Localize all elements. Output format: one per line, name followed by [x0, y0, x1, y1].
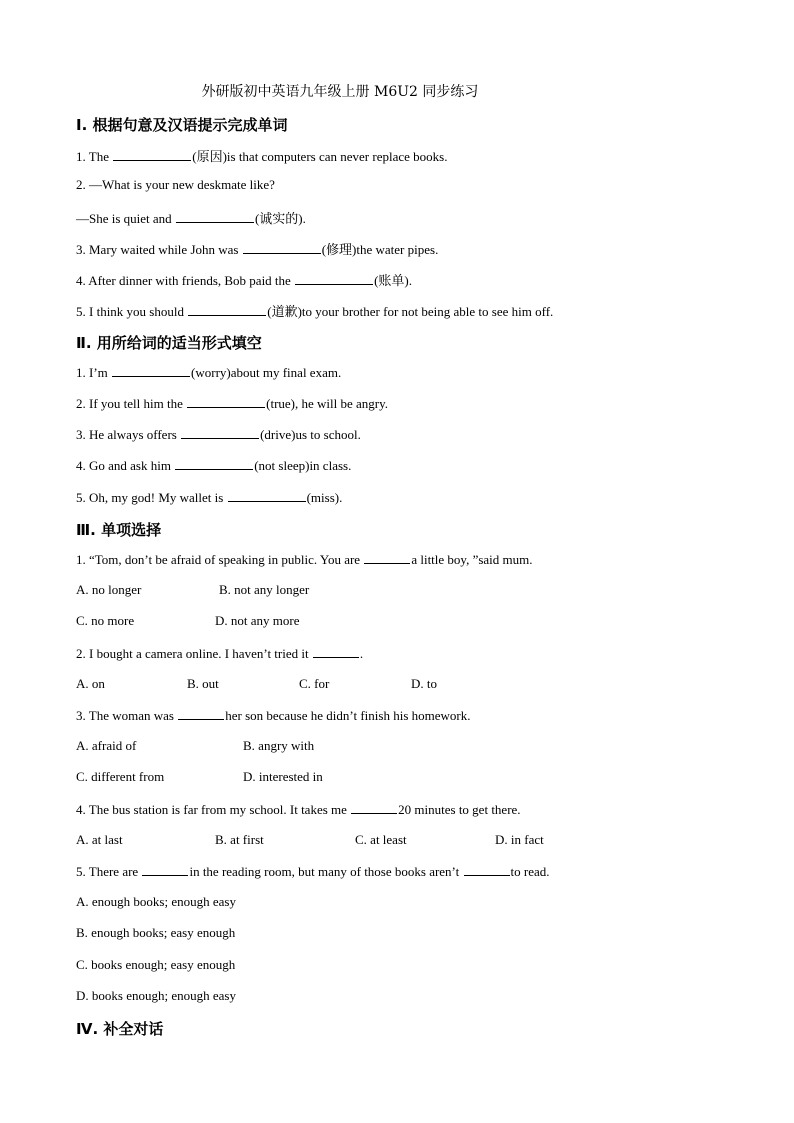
q5-option-b[interactable]: B. enough books; easy enough	[76, 925, 236, 940]
part3-question-1: 1. “Tom, don’t be afraid of speaking in public. You are a little boy, ”said mum.	[76, 552, 533, 567]
page-title: 外研版初中英语九年级上册 M6U2 同步练习	[201, 84, 479, 100]
part3-question-2: 2. I bought a camera online. I haven’t tried it .	[76, 646, 364, 661]
answer-blank[interactable]	[181, 426, 259, 439]
answer-blank[interactable]	[364, 551, 410, 564]
part1-question-1: 1. The (原因)is that computers can never replace books.	[76, 149, 448, 164]
q1-option-a[interactable]: A. no longer	[76, 582, 142, 597]
section-heading-3: Ⅲ. 单项选择	[76, 521, 162, 539]
answer-blank[interactable]	[295, 272, 373, 285]
answer-blank[interactable]	[142, 863, 188, 876]
q4-option-d[interactable]: D. in fact	[495, 832, 544, 847]
answer-blank[interactable]	[178, 707, 224, 720]
answer-blank[interactable]	[351, 801, 397, 814]
part2-question-3: 3. He always offers (drive)us to school.	[76, 427, 361, 442]
answer-blank[interactable]	[176, 210, 254, 223]
answer-blank[interactable]	[243, 241, 321, 254]
section-heading-2: Ⅱ. 用所给词的适当形式填空	[76, 334, 262, 352]
answer-blank[interactable]	[188, 303, 266, 316]
part1-question-3: 3. Mary waited while John was (修理)the water pipes.	[76, 242, 439, 257]
part3-question-5: 5. There are in the reading room, but many of those books aren’t to read.	[76, 864, 550, 879]
part1-question-5: 5. I think you should (道歉)to your brother for not being able to see him off.	[76, 304, 554, 319]
q5-option-c[interactable]: C. books enough; easy enough	[76, 957, 236, 972]
part3-question-3: 3. The woman was her son because he didn’t finish his homework.	[76, 708, 471, 723]
q2-option-b[interactable]: B. out	[187, 676, 219, 691]
answer-blank[interactable]	[113, 148, 191, 161]
q3-option-c[interactable]: C. different from	[76, 769, 165, 784]
q2-option-a[interactable]: A. on	[76, 676, 105, 691]
q3-option-d[interactable]: D. interested in	[243, 769, 323, 784]
q2-option-c[interactable]: C. for	[299, 676, 330, 691]
part2-question-2: 2. If you tell him the (true), he will be angry.	[76, 396, 389, 411]
q1-option-d[interactable]: D. not any more	[215, 613, 300, 628]
part2-question-1: 1. I’m (worry)about my final exam.	[76, 365, 342, 380]
q1-option-b[interactable]: B. not any longer	[219, 582, 310, 597]
part1-question-2-reply: —She is quiet and (诚实的).	[76, 211, 306, 226]
q5-option-a[interactable]: A. enough books; enough easy	[76, 894, 236, 909]
answer-blank[interactable]	[175, 457, 253, 470]
part1-question-2: 2. —What is your new deskmate like?	[76, 177, 275, 192]
q1-option-c[interactable]: C. no more	[76, 613, 135, 628]
part2-question-4: 4. Go and ask him (not sleep)in class.	[76, 458, 352, 473]
answer-blank[interactable]	[112, 364, 190, 377]
q4-option-b[interactable]: B. at first	[215, 832, 264, 847]
q5-option-d[interactable]: D. books enough; enough easy	[76, 988, 236, 1003]
q4-option-c[interactable]: C. at least	[355, 832, 407, 847]
answer-blank[interactable]	[464, 863, 510, 876]
part3-question-4: 4. The bus station is far from my school. It takes me 20 minutes to get there.	[76, 802, 521, 817]
q3-option-a[interactable]: A. afraid of	[76, 738, 137, 753]
section-heading-1: Ⅰ. 根据句意及汉语提示完成单词	[76, 116, 288, 134]
q3-option-b[interactable]: B. angry with	[243, 738, 315, 753]
q2-option-d[interactable]: D. to	[411, 676, 437, 691]
answer-blank[interactable]	[187, 395, 265, 408]
section-heading-4: Ⅳ. 补全对话	[76, 1020, 164, 1038]
answer-blank[interactable]	[228, 489, 306, 502]
part1-question-4: 4. After dinner with friends, Bob paid the (账单).	[76, 273, 412, 288]
answer-blank[interactable]	[313, 645, 359, 658]
part2-question-5: 5. Oh, my god! My wallet is (miss).	[76, 490, 343, 505]
q4-option-a[interactable]: A. at last	[76, 832, 123, 847]
